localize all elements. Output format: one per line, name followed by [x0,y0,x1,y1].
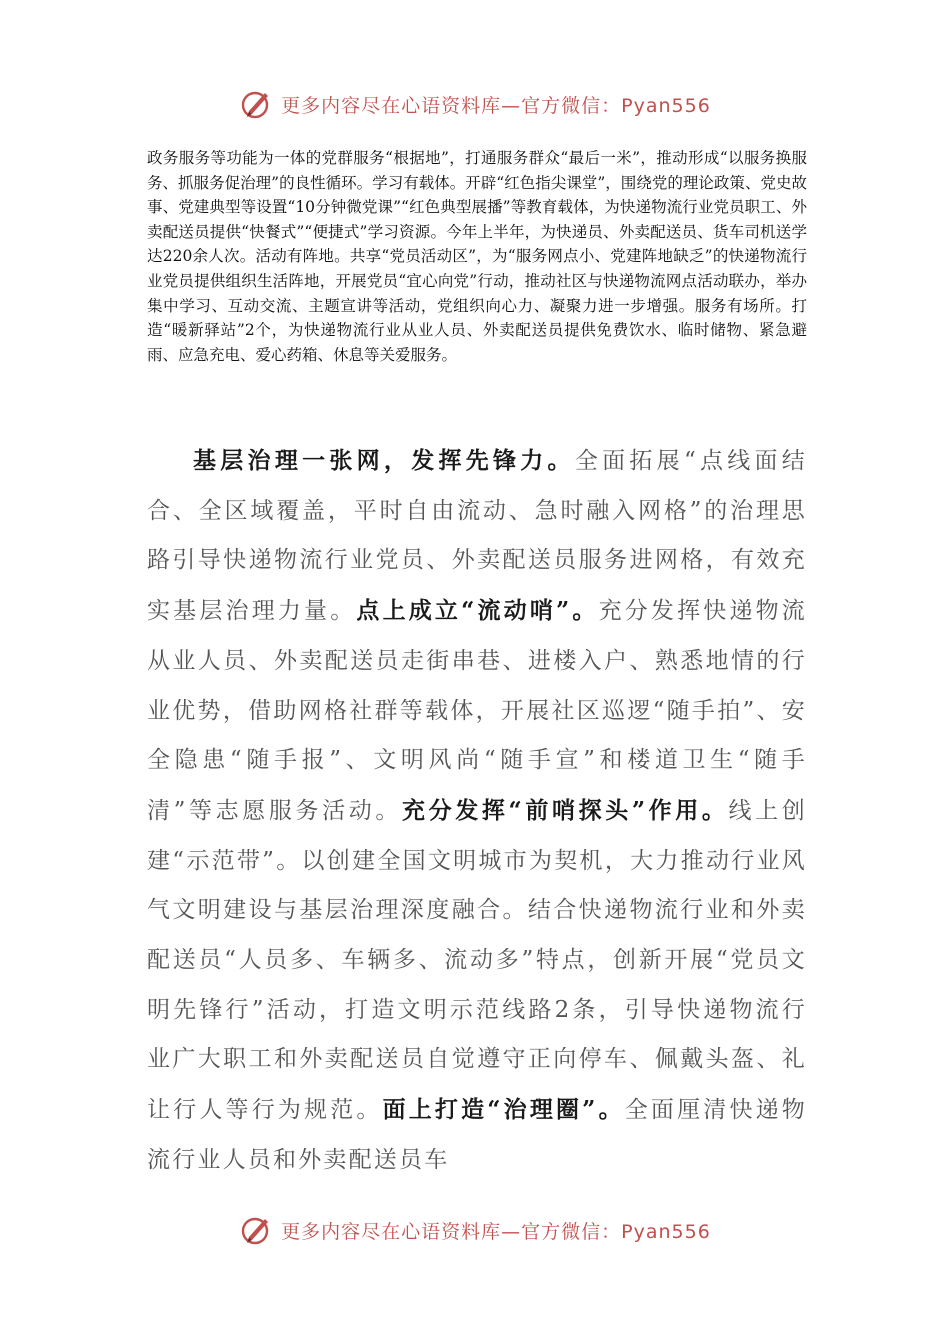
watermark-separator: — [501,1220,522,1243]
paragraph-text-1: 全面拓展“点线面结合、全区域覆盖，平时自由流动、急时融入网格”的治理思路引导快递物流行业党员、外卖配送员服务进网格，有效充实基层治理力量。 [147,448,807,625]
pen-logo-icon [239,1213,273,1247]
paragraph-text-4: 全面厘清快递物流行业人员和外卖配送员车 [147,1097,807,1173]
main-paragraph [147,436,807,1186]
section-heading: 基层治理一张网，发挥先锋力。 [193,447,575,474]
watermark-text [281,91,711,118]
paragraph-text-3: 线上创建“示范带”。以创建全国文明城市为契机，大力推动行业风气文明建设与基层治理深度融合。结合快递物流行业和外卖配送员“人员多、车辆多、流动多”特点，创新开展“党员文明先锋行”活动，打造文明示范线路2条，引导快递物流行业广大职工和外卖配送员自觉遵守正向停车、佩戴头盔、礼让行人等行为规范。 [147,797,807,1124]
subheading-sentinel: 充分发挥“前哨探头”作用。 [401,796,729,824]
paragraph-text-2: 充分发挥快递物流从业人员、外卖配送员走街串巷、进楼入户、熟悉地情的行业优势，借助网格社群等载体，开展社区巡逻“随手拍”、安全隐患“随手报”、文明风尚“随手宣”和楼道卫生“随手清”等志愿服务活动。 [147,598,807,824]
watermark-text [281,1217,711,1244]
watermark-wechat: 官方微信：Pyan556 [521,94,711,117]
header-watermark [0,84,950,124]
watermark-title: 更多内容尽在心语资料库 [281,1220,502,1243]
subheading-flow-post: 点上成立“流动哨”。 [356,597,599,625]
subheading-governance-circle: 面上打造“治理圈”。 [382,1096,625,1124]
footer-watermark [0,1210,950,1250]
pen-logo-icon [239,87,273,121]
watermark-separator: — [501,94,522,117]
watermark-title: 更多内容尽在心语资料库 [281,94,502,117]
intro-paragraph: 政务服务等功能为一体的党群服务“根据地”，打通服务群众“最后一米”，推动形成“以服务换服务、抓服务促治理”的良性循环。学习有载体。开辟“红色指尖课堂”，围绕党的理论政策、党史故事、党建典型等设置“10分钟微党课”“红色典型展播”等教育载体，为快递物流行业党员职工、外卖配送员提供“快餐式”“便捷式”学习资源。今年上半年，为快递员、外卖配送员、货车司机送学达220余人次。活动有阵地。共享“党员活动区”，为“服务网点小、党建阵地缺乏”的快递物流行业党员提供组织生活阵地，开展党员“宜心向党”行动，推动社区与快递物流网点活动联办，举办集中学习、互动交流、主题宣讲等活动，党组织向心力、凝聚力进一步增强。服务有场所。打造“暖新驿站”2个，为快递物流行业从业人员、外卖配送员提供免费饮水、临时储物、紧急避雨、应急充电、爱心药箱、休息等关爱服务。 [147,149,807,364]
watermark-wechat: 官方微信：Pyan556 [521,1220,711,1243]
